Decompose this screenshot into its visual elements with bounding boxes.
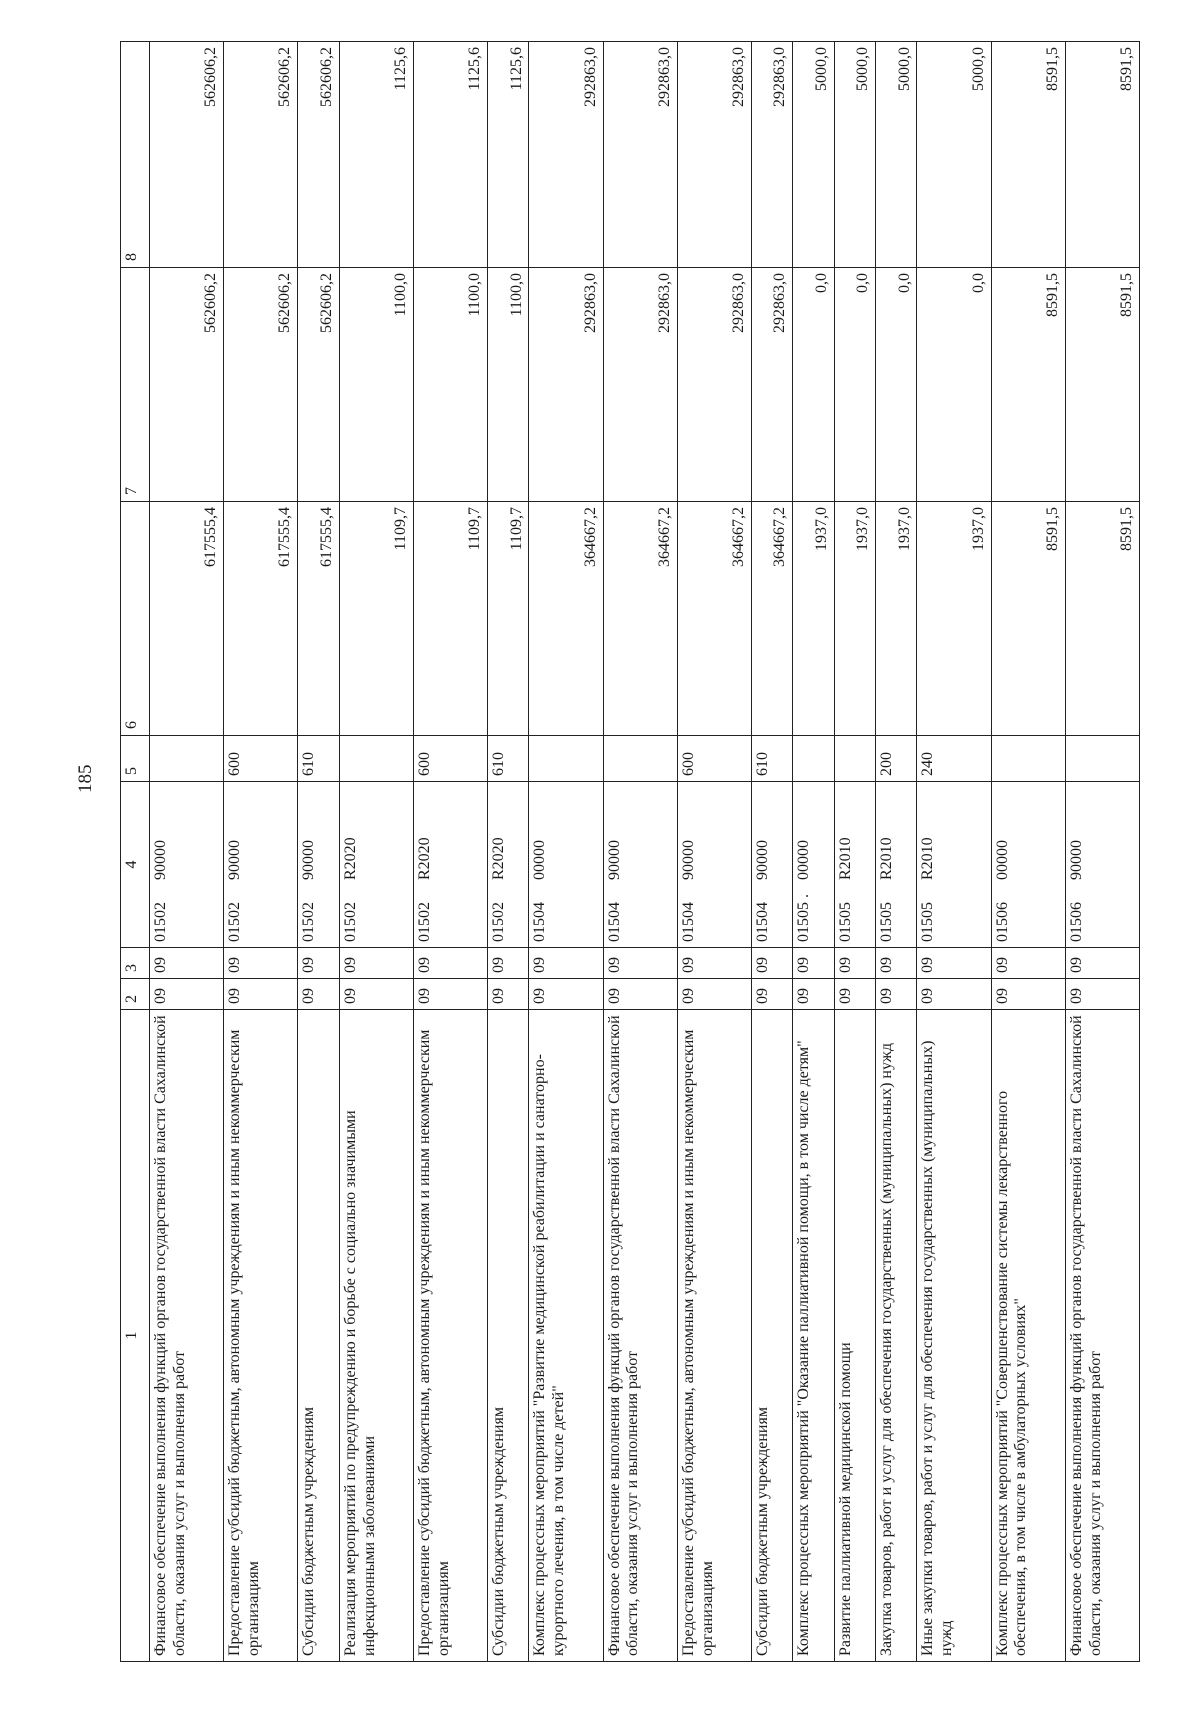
amount-col-7: 292863,0 [529,268,603,502]
table-row [150,42,224,1662]
amount-col-7: 292863,0 [603,268,677,502]
subsection-code: 09 [224,948,298,979]
subsection-code: 09 [991,948,1065,979]
amount-col-8: 562606,2 [224,42,298,268]
target-article-code [917,782,991,948]
amount-col-7: 0,0 [876,268,917,502]
subsection-code: 09 [876,948,917,979]
target-article-code [603,782,677,948]
section-code: 09 [751,979,792,1010]
target-article-code [1065,782,1139,948]
amount-col-8: 5000,0 [876,42,917,268]
expense-type-code [603,736,677,782]
section-code: 09 [150,979,224,1010]
table-row [677,42,751,1662]
amount-col-6: 617555,4 [298,502,339,736]
amount-col-6: 364667,2 [751,502,792,736]
program-code: 01506 [1067,902,1085,942]
direction-code: 90000 [226,840,244,880]
section-code: 09 [991,979,1065,1010]
table-row [529,42,603,1662]
table-row [991,42,1065,1662]
program-code: 01505 [836,902,854,942]
subsection-code: 09 [677,948,751,979]
amount-col-7: 8591,5 [991,268,1065,502]
column-header-2: 2 [121,979,150,1010]
program-code: 01502 [489,902,507,942]
table-row [917,42,991,1662]
amount-col-7: 1100,0 [413,268,487,502]
target-article-code [751,782,792,948]
row-name: Развитие паллиативной медицинской помощи [834,1010,875,1662]
expense-type-code [1065,736,1139,782]
amount-col-8: 1125,6 [413,42,487,268]
program-code: 01504 [605,902,623,942]
amount-col-6: 617555,4 [224,502,298,736]
program-code: 01502 [226,902,244,942]
program-code: 01505 [878,902,896,942]
row-name: Иные закупки товаров, работ и услуг для обеспечения государственных (муниципальных) нужд [917,1010,991,1662]
program-code: 01506 [993,902,1011,942]
program-code: 01502 [152,902,169,942]
section-code: 09 [224,979,298,1010]
direction-code: 90000 [1067,840,1085,880]
column-header-8: 8 [121,42,150,268]
amount-col-8: 1125,6 [487,42,528,268]
expense-type-code [339,736,413,782]
table-row [224,42,298,1662]
subsection-code: 09 [793,948,834,979]
amount-col-7: 8591,5 [1065,268,1139,502]
expense-type-code [834,736,875,782]
expense-type-code: 600 [224,736,298,782]
direction-code: 90000 [300,840,318,880]
expense-type-code: 240 [917,736,991,782]
amount-col-8: 562606,2 [298,42,339,268]
amount-col-8: 5000,0 [793,42,834,268]
table-row [339,42,413,1662]
amount-col-6: 364667,2 [603,502,677,736]
amount-col-6: 1937,0 [876,502,917,736]
amount-col-8: 292863,0 [603,42,677,268]
amount-col-6: 364667,2 [677,502,751,736]
direction-code: R2010 [919,837,937,880]
expense-type-code [529,736,603,782]
column-header-1: 1 [121,1010,150,1662]
amount-col-8: 292863,0 [751,42,792,268]
target-article-code [793,782,834,948]
amount-col-6: 1937,0 [793,502,834,736]
amount-col-8: 5000,0 [917,42,991,268]
amount-col-7: 0,0 [793,268,834,502]
header-row [121,42,150,1662]
amount-col-7: 562606,2 [224,268,298,502]
target-article-code [677,782,751,948]
target-article-code [224,782,298,948]
section-code: 09 [793,979,834,1010]
amount-col-7: 0,0 [917,268,991,502]
row-name: Субсидии бюджетным учреждениям [298,1010,339,1662]
subsection-code: 09 [751,948,792,979]
expense-type-code: 600 [677,736,751,782]
amount-col-7: 562606,2 [298,268,339,502]
expense-type-code: 610 [751,736,792,782]
table-row [298,42,339,1662]
section-code: 09 [834,979,875,1010]
direction-code: 90000 [679,840,697,880]
program-code: 01502 [300,902,318,942]
section-code: 09 [298,979,339,1010]
subsection-code: 09 [150,948,224,979]
row-name: Реализация мероприятий по предупреждению и борьбе с социально значимыми инфекционными заболеваниями [339,1010,413,1662]
page-number: 185 [75,764,96,793]
amount-col-6: 1109,7 [339,502,413,736]
amount-col-8: 292863,0 [677,42,751,268]
program-code: 01505 . [795,894,813,942]
program-code: 01504 [679,902,697,942]
row-name: Предоставление субсидий бюджетным, автономным учреждениям и иным некоммерческим организациям [413,1010,487,1662]
row-name: Субсидии бюджетным учреждениям [487,1010,528,1662]
amount-col-6: 617555,4 [150,502,224,736]
amount-col-6: 1109,7 [487,502,528,736]
section-code: 09 [677,979,751,1010]
row-name: Финансовое обеспечение выполнения функций органов государственной власти Сахалинской области, оказания услуг и выполнения работ [150,1010,224,1662]
section-code: 09 [917,979,991,1010]
target-article-code [529,782,603,948]
direction-code: 90000 [605,840,623,880]
amount-col-8: 8591,5 [1065,42,1139,268]
column-header-3: 3 [121,948,150,979]
table-row [834,42,875,1662]
table-row [876,42,917,1662]
column-header-4: 4 [121,782,150,948]
amount-col-6: 8591,5 [991,502,1065,736]
row-name: Комплекс процессных мероприятий "Совершенствование системы лекарственного обеспечения, в том числе в амбулаторных условиях" [991,1010,1065,1662]
section-code: 09 [339,979,413,1010]
section-code: 09 [487,979,528,1010]
subsection-code: 09 [487,948,528,979]
table-row [487,42,528,1662]
column-header-5: 5 [121,736,150,782]
rotated-table-container [120,42,1140,1662]
amount-col-7: 292863,0 [751,268,792,502]
expense-type-code: 610 [298,736,339,782]
row-name: Закупка товаров, работ и услуг для обеспечения государственных (муниципальных) нужд [876,1010,917,1662]
amount-col-6: 1109,7 [413,502,487,736]
amount-col-7: 562606,2 [150,268,224,502]
row-name: Финансовое обеспечение выполнения функций органов государственной власти Сахалинской области, оказания услуг и выполнения работ [1065,1010,1139,1662]
column-header-6: 6 [121,502,150,736]
table-row [751,42,792,1662]
direction-code: R2010 [836,837,854,880]
subsection-code: 09 [834,948,875,979]
target-article-code [413,782,487,948]
program-code: 01504 [531,902,549,942]
target-article-code [991,782,1065,948]
amount-col-8: 5000,0 [834,42,875,268]
amount-col-6: 1937,0 [834,502,875,736]
program-code: 01504 [753,902,771,942]
program-code: 01505 [919,902,937,942]
target-article-code [876,782,917,948]
section-code: 09 [529,979,603,1010]
amount-col-6: 1937,0 [917,502,991,736]
row-name: Предоставление субсидий бюджетным, автономным учреждениям и иным некоммерческим организациям [677,1010,751,1662]
column-header-7: 7 [121,268,150,502]
row-name: Комплекс процессных мероприятий "Оказание паллиативной помощи, в том числе детям" [793,1010,834,1662]
amount-col-7: 1100,0 [339,268,413,502]
row-name: Предоставление субсидий бюджетным, автономным учреждениям и иным некоммерческим организациям [224,1010,298,1662]
expense-type-code: 200 [876,736,917,782]
direction-code: 00000 [993,840,1011,880]
direction-code: R2020 [489,837,507,880]
target-article-code [834,782,875,948]
table-row [603,42,677,1662]
subsection-code: 09 [529,948,603,979]
expense-type-code [793,736,834,782]
subsection-code: 09 [413,948,487,979]
direction-code: R2020 [341,837,359,880]
amount-col-7: 0,0 [834,268,875,502]
amount-col-6: 364667,2 [529,502,603,736]
section-code: 09 [1065,979,1139,1010]
direction-code: 00000 [531,840,549,880]
row-name: Комплекс процессных мероприятий "Развитие медицинской реабилитации и санаторно-курортного лечения, в том числе детей" [529,1010,603,1662]
target-article-code [487,782,528,948]
section-code: 09 [603,979,677,1010]
table-row [1065,42,1139,1662]
amount-col-8: 292863,0 [529,42,603,268]
amount-col-8: 1125,6 [339,42,413,268]
table-row [793,42,834,1662]
expense-type-code: 610 [487,736,528,782]
target-article-code [339,782,413,948]
target-article-code [298,782,339,948]
table-row [413,42,487,1662]
subsection-code: 09 [298,948,339,979]
direction-code: 90000 [152,840,169,880]
subsection-code: 09 [603,948,677,979]
program-code: 01502 [341,902,359,942]
direction-code: 00000 [795,840,813,880]
amount-col-7: 292863,0 [677,268,751,502]
subsection-code: 09 [917,948,991,979]
subsection-code: 09 [1065,948,1139,979]
section-code: 09 [413,979,487,1010]
expense-type-code: 600 [413,736,487,782]
expense-type-code [150,736,224,782]
direction-code: R2020 [415,837,433,880]
amount-col-6: 8591,5 [1065,502,1139,736]
target-article-code [150,782,224,948]
row-name: Финансовое обеспечение выполнения функций органов государственной власти Сахалинской области, оказания услуг и выполнения работ [603,1010,677,1662]
budget-table [120,41,1140,1662]
amount-col-8: 8591,5 [991,42,1065,268]
row-name: Субсидии бюджетным учреждениям [751,1010,792,1662]
program-code: 01502 [415,902,433,942]
amount-col-8: 562606,2 [150,42,224,268]
subsection-code: 09 [339,948,413,979]
section-code: 09 [876,979,917,1010]
expense-type-code [991,736,1065,782]
direction-code: R2010 [878,837,896,880]
direction-code: 90000 [753,840,771,880]
amount-col-7: 1100,0 [487,268,528,502]
